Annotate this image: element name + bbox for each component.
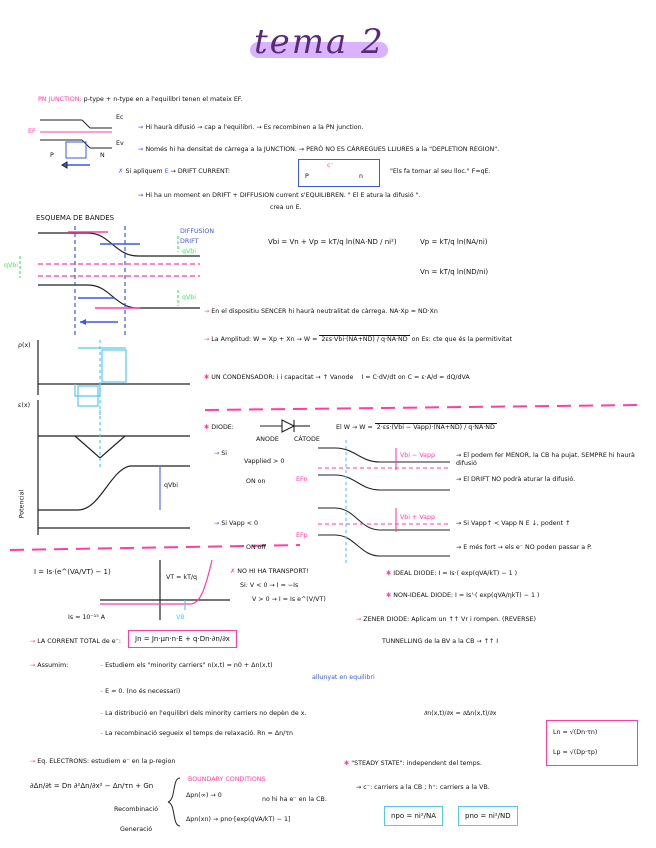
axis-rho: ρ(x): [18, 342, 31, 349]
pn-line-4b: crea un E.: [270, 204, 302, 211]
esquema-heading: ESQUEMA DE BANDES: [36, 214, 115, 222]
depl-line-1: → En el dispositiu SENCER hi haurà neutralitat de càrrega. NA·Xp = ND·Xn: [204, 308, 438, 315]
current-label: → LA CORRENT TOTAL de e⁻:: [30, 638, 122, 645]
band-fw: Vbi − Vapp: [400, 452, 436, 459]
band-diagram: [20, 226, 200, 335]
band-rv: Vbi + Vapp: [400, 514, 436, 521]
iv-zener: → ZENER DIODE: Aplicam un ↑↑ Vr i rompen. (REVERSE): [356, 616, 536, 623]
diode-band-reverse: [318, 500, 450, 565]
qv-label-1: qVbi: [182, 248, 197, 255]
fw-1: → Si: [214, 450, 228, 457]
electron-recomb: Recombinació: [114, 806, 159, 813]
pn-line-intro: [38, 96, 242, 104]
diode-r4: → E més fort → els e⁻ NO poden passar a P.: [456, 544, 592, 551]
diode-band-forward: [318, 440, 450, 505]
band-label-ev: Ev: [116, 140, 124, 147]
potential-plot: [38, 466, 190, 535]
lp-eq: Lp = √(Dp·τp): [553, 749, 598, 756]
brace: [168, 778, 180, 826]
pn-intro: p-type + n-type en a l'equilibri tenen el mateix EF.: [83, 96, 243, 103]
pn-line-3c: "Els fa tornar al seu lloc." F=qE.: [390, 168, 491, 175]
assume-4: – La recombinació segueix el temps de relaxació. Rn = Δn/τn: [100, 730, 294, 737]
drift-box: P n c⁻: [298, 159, 380, 187]
iv-ideal: ✱ IDEAL DIODE: I = Is·( exp(qVA/kT) − 1 ): [386, 570, 518, 577]
diode-r1: → El podem fer MENOR, la CB ha pujat. SEMPRE hi haurà difusió: [456, 452, 635, 467]
fw-3: ON on: [246, 478, 266, 485]
electron-eq: ∂Δn/∂t = Dn ∂²Δn/∂x² − Δn/τn + Gn: [30, 782, 154, 790]
iv-nt: ✗ NO HI HA TRANSPORT!: [230, 568, 309, 575]
assume-1b: allunyat en equilibri: [312, 674, 375, 681]
legend-drift: DRIFT: [180, 238, 199, 245]
depl-line-3: ✱ UN CONDENSADOR: i i capacitat → ↑ Vanode I = C·dV/dt on C = ε·A/d = dQ/dVA: [204, 374, 470, 381]
assume-3b: ∂n(x,t)/∂x = ∂Δn(x,t)/∂x: [424, 710, 497, 717]
bc-2: Δpn(xn) → pno·[exp(qVA/kT) − 1]: [186, 816, 291, 823]
depl-line-2: → La Amplitud: W = Xp + Xn → W = 2εs·Vbi·(NA+ND) / q·NA·ND on Es: cte que és la permitivitat: [204, 336, 512, 343]
diode-catode: CÀTODE: [294, 436, 320, 443]
pno-box: pno = ni²/ND: [458, 806, 518, 826]
qv-label-2: qVbi: [4, 262, 19, 269]
legend-diffusion: DIFFUSION: [180, 228, 215, 235]
assume-1: – Estudiem els "minority carriers" n(x,t) = n0 + Δn(x,t): [100, 662, 273, 669]
assume-2: – E ≈ 0. (no és necessari): [100, 688, 181, 695]
region-n: N: [100, 152, 105, 159]
vn-eq: Vn = kT/q ln(ND/ni): [420, 268, 489, 276]
iv-is: Is ≈ 10⁻¹⁵ A: [68, 614, 106, 621]
pn-line-2: → Només hi ha densitat de càrrega a la JUNCTION. → PERÒ NO ES CÀRREGUES LLIURES a la "DEPLETION REGION".: [138, 146, 500, 153]
axis-e: ε(x): [18, 402, 31, 409]
diode-width: El W → W = 2·εs·(Vbi − Vapp)·(NA+ND) / q·NA·ND: [336, 424, 495, 431]
bc-heading: BOUNDARY CONDITIONS: [188, 776, 266, 783]
pn-line-4: → Hi ha un moment en DRIFT + DIFFUSION current s'EQUILIBREN. " El E atura la difusió ".: [138, 192, 421, 199]
electric-field-plot: [38, 400, 190, 470]
efp-label: EFp: [296, 532, 308, 539]
bc-1: Δpn(∞) → 0: [186, 792, 222, 799]
ln-eq: Ln = √(Dn·τn): [553, 729, 598, 736]
diode-anode: ANODE: [256, 436, 279, 443]
electron-gen: Generació: [120, 826, 153, 833]
diode-label: ✱ DIODE:: [204, 424, 234, 431]
pn-junction-sketch: [40, 120, 112, 168]
iv-nonideal: ✱ NON-IDEAL DIODE: I = Is'·( exp(qVA/ηkT) − 1 ): [386, 592, 540, 599]
npo-box: npo = ni²/NA: [384, 806, 443, 826]
fw-2: Vapplied > 0: [244, 458, 285, 465]
band-label-ef: EF: [28, 128, 36, 135]
page-title: tema 2: [254, 22, 385, 62]
iv-eq: I = Is·(e^(VA/VT) − 1): [34, 568, 111, 576]
region-p: P: [50, 152, 54, 159]
iv-vb: VB: [176, 614, 185, 621]
iv-c1: Si: V < 0 → I = −Is: [240, 582, 299, 589]
assume-label: → Assumim:: [30, 662, 69, 669]
carriers-note: → c⁻: carriers a la CB ; h⁺: carriers a la VB.: [356, 784, 490, 791]
current-eq-box: Jn = Jn·μn·n·E + q·Dn·∂n/∂x: [128, 630, 237, 648]
diode-r3: → Si Vapp↑ < Vapp N E ↓, podent ↑: [456, 520, 571, 527]
axis-qvbi: qVbi: [164, 482, 179, 489]
axis-potential: Potencial: [18, 489, 26, 519]
rv-2: ON off: [246, 544, 266, 551]
pn-line-1: → Hi haurà difusió → cap a l'equilibri. → Es recombinen a la PN junction.: [138, 124, 364, 131]
diode-symbol: [260, 420, 310, 432]
section-separator-1: [205, 405, 640, 410]
steady-state: ✱ "STEADY STATE": independent del temps.: [344, 760, 482, 767]
iv-tunnel: TUNNELLING de la BV a la CB → ↑↑ I: [382, 638, 499, 645]
vbi-eq: Vbi = Vn + Vp = kT/q ln(NA·ND / ni²): [268, 238, 397, 246]
diode-r2: → El DRIFT NO podrà aturar la difusió.: [456, 476, 576, 483]
band-label-ec: Ec: [116, 114, 124, 121]
diffusion-length-box: [546, 720, 638, 766]
assume-3: – La distribució en l'equilibri dels minority carriers no depèn de x.: [100, 710, 307, 717]
bc-1b: no hi ha e⁻ en la CB.: [262, 796, 327, 803]
efn-label: EFn: [296, 476, 308, 483]
pn-line-3: ✗ Si apliquem E → DRIFT CURRENT:: [118, 168, 231, 175]
iv-curve-plot: [100, 560, 230, 620]
rv-1: → Si Vapp < 0: [214, 520, 258, 527]
qv-label-3: qVbi: [182, 294, 197, 301]
vp-eq: Vp = kT/q ln(NA/ni): [420, 238, 488, 246]
iv-c2: V > 0 → I = Is e^(V/VT): [252, 596, 326, 603]
electron-label: → Eq. ELECTRONS: estudiem e⁻ en la p-region: [30, 758, 176, 765]
charge-density-plot: [38, 340, 190, 415]
pn-heading: PN JUNCTION:: [38, 96, 82, 103]
iv-vt: VT = kT/q: [166, 574, 198, 581]
